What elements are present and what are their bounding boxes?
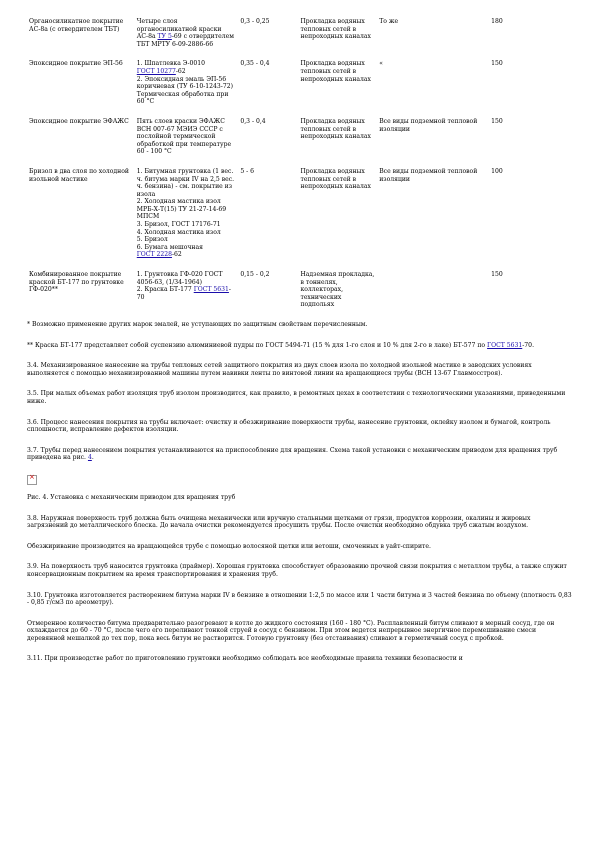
composition-text: -70 [136,286,231,301]
table-row [27,18,572,60]
footnote-1-text: * Возможно применение других марок эмалей, не уступающих по защитным свойствам перечисленным. [27,321,368,328]
thickness-cell: 0,3 - 0,4 [240,117,266,125]
footnote-1 [27,321,572,329]
footnote-2-text: ** Краска БТ-177 представляет собой суспензию алюминиевой пудры по ГОСТ 5494-71 (15 % для 1-го слоя и 10 % для 2-го в лаке) БТ-577 по [27,341,488,349]
gost-link[interactable]: ГОСТ 2228 [136,251,172,259]
composition-cell [135,18,239,60]
gost-link[interactable]: ГОСТ 10277 [136,67,176,75]
table-row [27,60,572,118]
laying-method-cell: Прокладка водяных тепловых сетей в непроходных каналах [300,18,371,41]
table-row [27,168,572,271]
insulation-type-cell: Все виды подземной тепловой изоляции [379,117,478,133]
coating-name-cell: Органосиликатное покрытие АС-8а (с отвердителем ТБТ) [29,18,124,33]
composition-text: Пять слоев краски ЭФАЖС ВСН 007-67 МЭИЭ СССР с послойной термической обработкой при температуре 60 - 100 °С [136,117,232,156]
temperature-cell: 150 [491,60,503,68]
insulation-type-cell: Все виды подземной тепловой изоляции [379,167,478,183]
thickness-cell: 0,15 - 0,2 [240,271,270,279]
figure-4-link[interactable]: 4 [87,454,92,462]
thickness-cell: 5 - 6 [240,167,255,175]
coating-name-cell: Эпоксидное покрытие ЭФАЖС [29,117,129,125]
composition-cell [135,118,239,168]
composition-text: -69 с отвердителем ТБТ МРТУ 6-09-2886-66 [136,33,234,48]
broken-image-icon: × [27,475,37,485]
laying-method-cell: Прокладка водяных тепловых сетей в непроходных каналах [300,60,371,83]
paragraph-3-8-degreasing: Обезжиривание производится на вращающейся трубе с помощью волосяной щетки или ветоши, смоченных в уайт-спирите. [27,542,431,550]
laying-method-cell: Прокладка водяных тепловых сетей в непроходных каналах [300,167,371,191]
temperature-cell: 150 [491,271,503,279]
insulation-type-cell [377,271,489,321]
composition-text: 1. Битумная грунтовка (1 вес. ч. битума марки IV на 2,5 вес. ч. бензина) - см. покрытие из изола 2. Холодная мастика изол МРБ-Х-Т(15) ТУ 21-27-14-69 МПСМ 3. Бризол, ГОСТ 17176-71 4. Холодная мастика изол 5. Бризол 6. Бумага мешочная [136,167,235,251]
table-row [27,271,572,321]
coating-table [27,18,572,321]
coating-name-cell: Комбинированное покрытие краской БТ-177 по грунтовке ГФ-020** [29,271,124,294]
paragraph-3-10: 3.10. Грунтовка изготовляется растворением битума марки IV в бензине в отношении 1:2,5 по массе или 1 части битума и 3 частей бензина по объему (плотность 0,83 - 0,85 г/см3 по ареометру). [27,591,572,607]
composition-text: Четыре слоя органосиликатной краски АС-8а [136,18,222,41]
paragraph-3-10-procedure: Отмеренное количество битума предварительно разогревают в котле до жидкого состояния (160 - 180 °С). Расплавленный битум сливают в мерный сосуд, где он охлаждается до 60 - 70 °С, после чего его переливают тонкой струей в сосуд с бензином. При этом ведется непрерывное энергичное перемешивание смеси деревянной мешалкой до тех пор, пока весь битум не растворится. Готовую грунтовку (без отстаивания) сливают в герметичный сосуд с пробкой. [27,619,555,642]
insulation-type-cell: То же [379,18,399,25]
composition-cell [135,271,239,321]
thickness-cell: 0,35 - 0,4 [240,60,270,68]
paragraph-3-7-tail: . [91,454,94,462]
gost-link[interactable]: ТУ 5 [157,33,172,41]
paragraph-3-7 [27,447,572,462]
temperature-cell: 150 [491,117,503,125]
paragraph-3-11: 3.11. При производстве работ по приготовлению грунтовки необходимо соблюдать все необходимые правила техники безопасности и [27,655,463,663]
coating-name-cell: Бризол в два слоя по холодной изольной мастике [29,167,129,183]
paragraph-3-8: 3.8. Наружная поверхность труб должна быть очищена механически или вручную стальными щетками от грязи, продуктов коррозии, окалины и жировых загрязнений до металлического блеска. До начала очистки рекомендуется просушить трубы. После очистки необходимо обдувка труб сжатым воздухом. [27,514,531,530]
footnote-2-tail: -70. [522,341,535,349]
composition-text: -62 [171,251,182,259]
paragraph-3-9: 3.9. На поверхность труб наносится грунтовка (праймер). Хорошая грунтовка способствует образованию прочной связи покрытия с металлом трубы, а также служит консервационным покрытием на время транспортирования и хранения труб. [27,563,567,578]
footnote-2 [27,342,572,350]
figure-4-caption: Рис. 4. Установка с механическим приводом для вращения труб [27,493,236,501]
insulation-type-cell: « [379,60,383,68]
temperature-cell: 100 [491,167,503,175]
document-page [27,0,572,676]
composition-cell [135,168,239,271]
paragraph-3-4: 3.4. Механизированное нанесение на трубы тепловых сетей защитного покрытия из двух слоев изола по холодной изольной мастике в заводских условиях выполняется с помощью механизированной машины путем навивки ленты по винтовой линии на вращающиеся трубы (ВСН 13-67 Главмосстроя). [27,362,532,377]
gost-5631-link[interactable]: ГОСТ 5631 [487,341,523,349]
composition-text: 1. Грунтовка ГФ-020 ГОСТ 4056-63, (1/34-1964) 2. Краска БТ-177 [136,271,223,294]
coating-table-body [27,18,572,321]
composition-cell [135,60,239,118]
gost-link[interactable]: ГОСТ 5631 [193,286,229,294]
table-row [27,118,572,168]
laying-method-cell: Надземная прокладка, в тоннелях, коллекторах, технических подпольях [300,271,375,309]
laying-method-cell: Прокладка водяных тепловых сетей в непроходных каналах [300,117,371,141]
paragraph-3-6: 3.6. Процесс нанесения покрытия на трубы включает: очистку и обезжиривание поверхности трубы, нанесение грунтовки, оклейку изолом и бумагой, контроль сплошности, исправление дефектов изоляции. [27,418,551,434]
paragraph-3-5: 3.5. При малых объемах работ изоляция труб изолом производится, как правило, в ремонтных цехах в соответствии с технологическими указаниями, приведенными ниже. [27,390,566,405]
temperature-cell: 180 [491,18,503,25]
composition-text: 1. Шпатлевка Э-0010 [136,60,206,68]
coating-name-cell: Эпоксидное покрытие ЭП-56 [29,60,123,68]
composition-text: -62 2. Эпоксидная эмаль ЭП-56 коричневая (ТУ 6-10-1243-72) Термическая обработка при 60 °С [136,67,233,106]
thickness-cell: 0,3 - 0,25 [240,18,270,25]
paragraph-3-7-text: 3.7. Трубы перед нанесением покрытия устанавливаются на приспособление для вращения. Схема такой установки с механическим приводом для вращения труб приведена на рис. [27,446,558,462]
